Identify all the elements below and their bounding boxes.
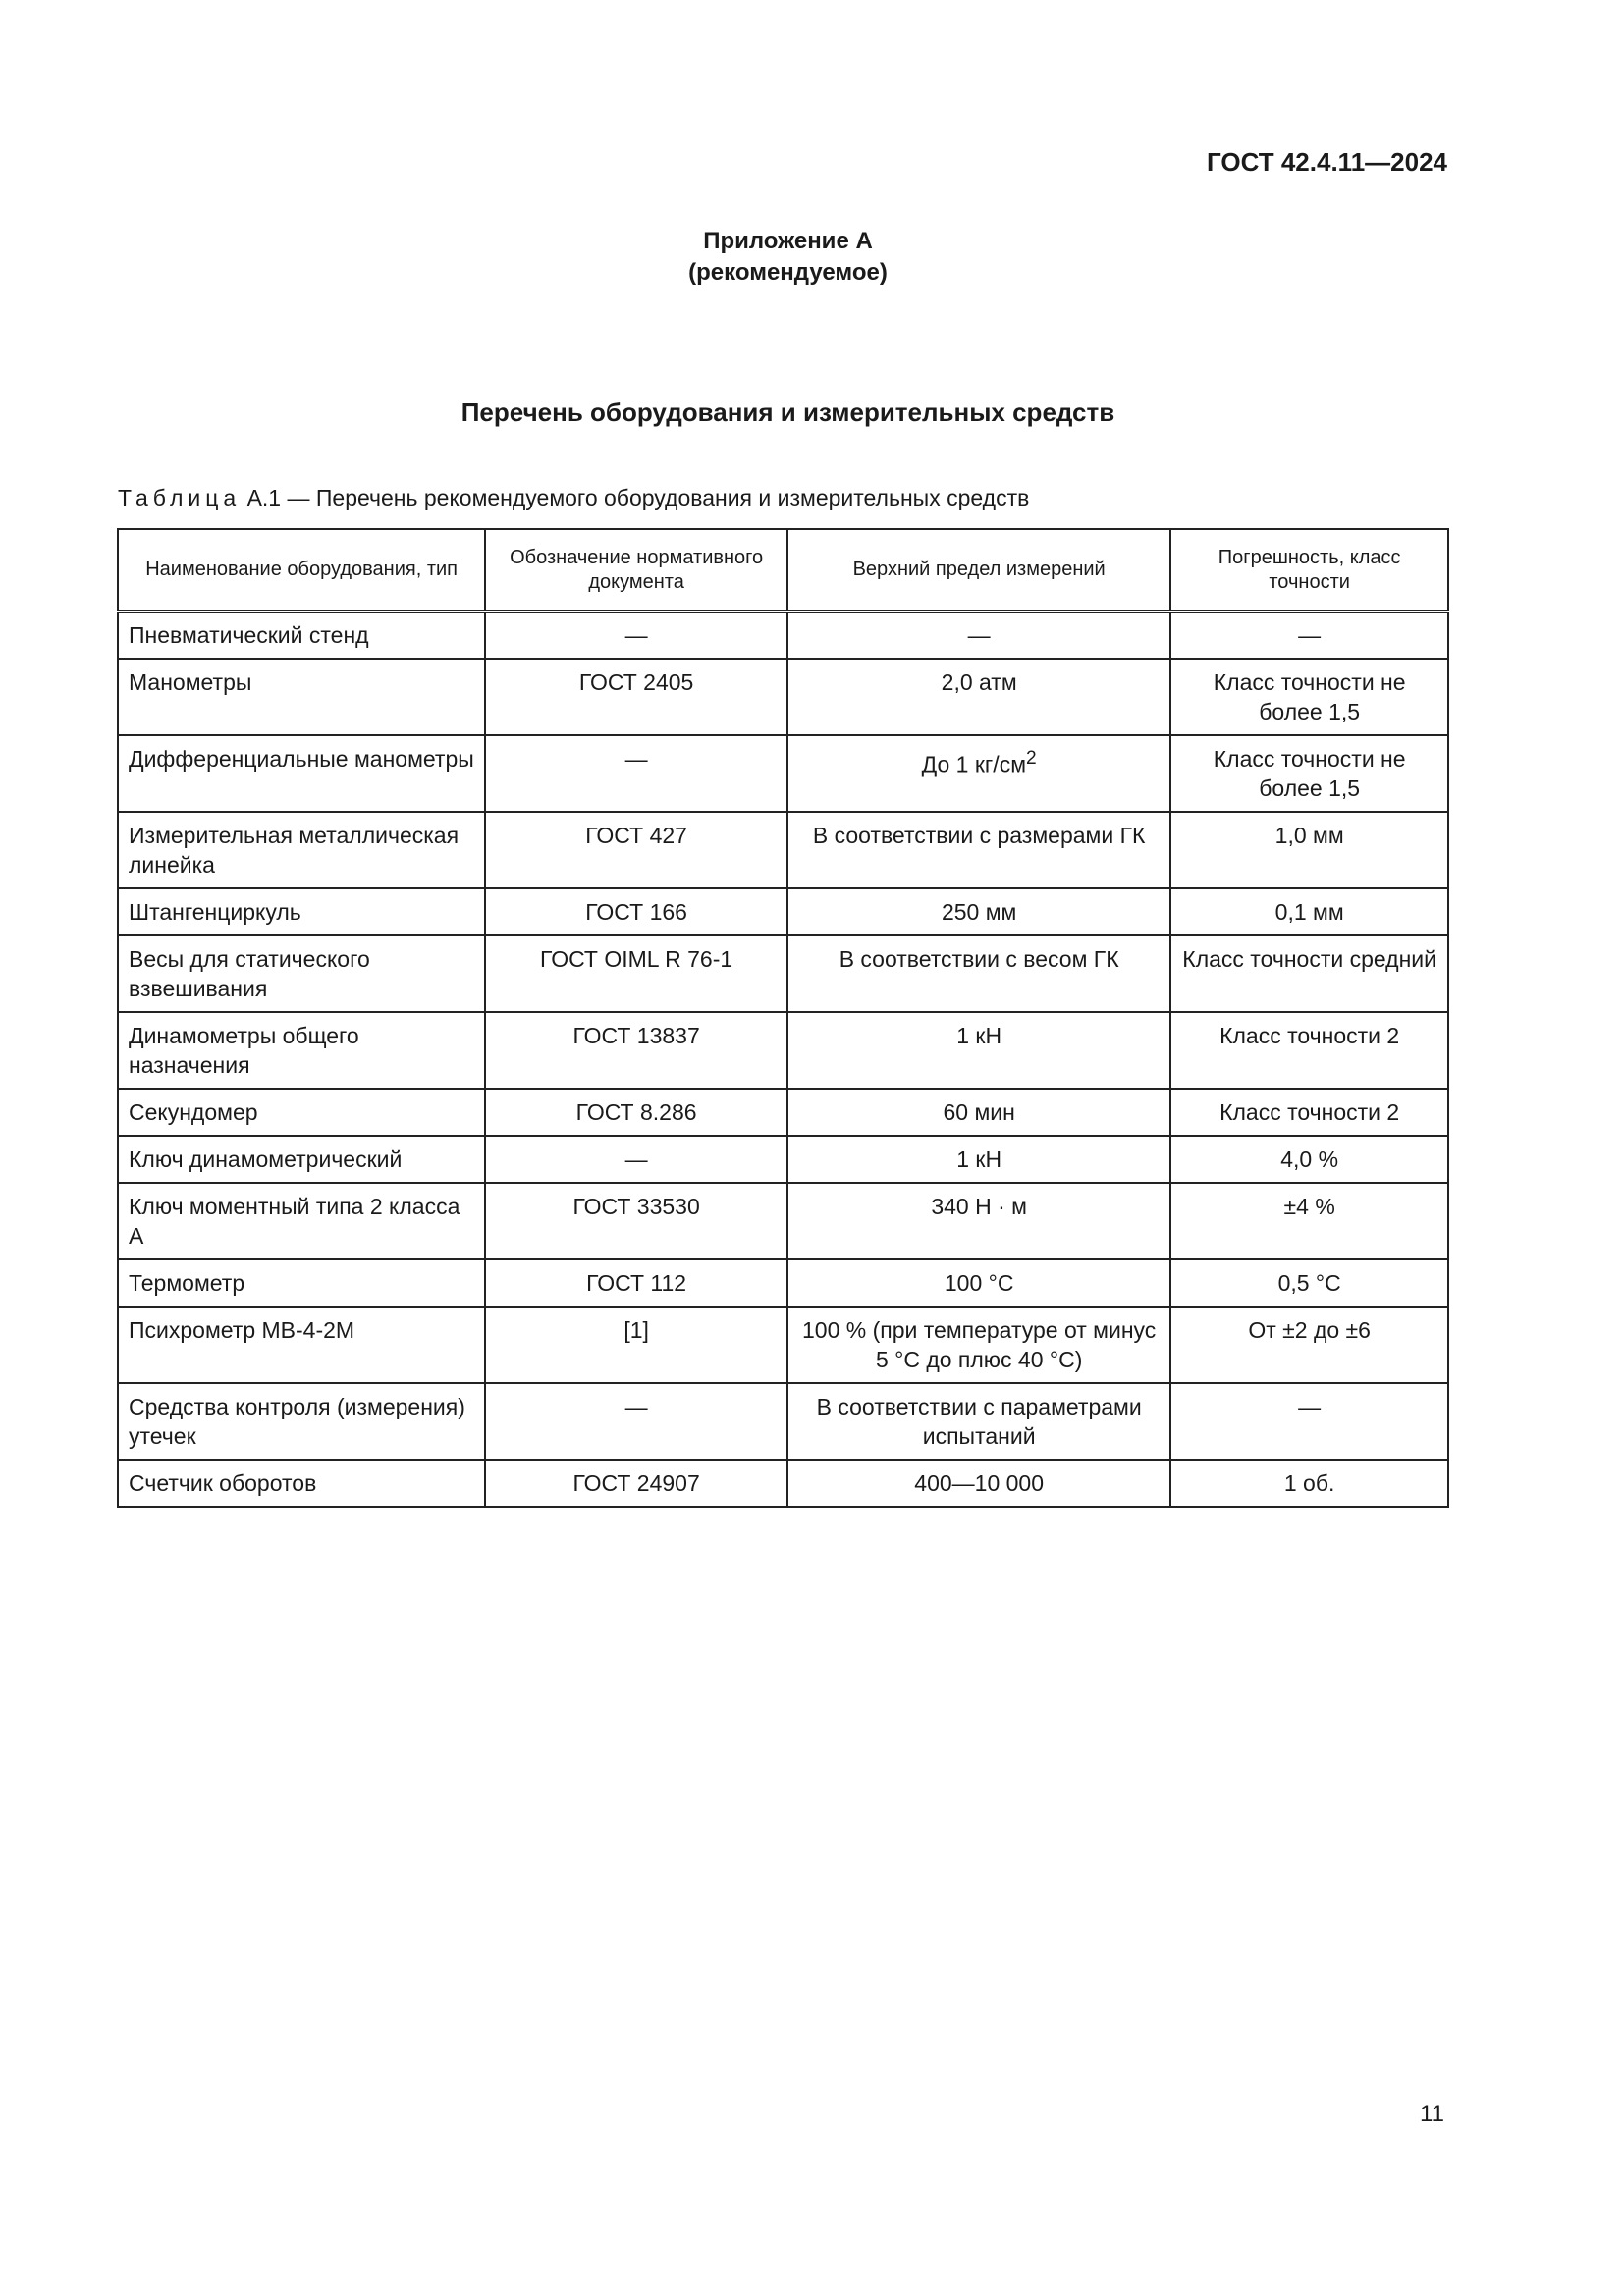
cell-document: ГОСТ 13837: [485, 1012, 787, 1089]
equipment-table: [117, 528, 1449, 1508]
cell-name: Измерительная металлическая линейка: [118, 812, 485, 888]
table-row: [118, 1259, 1448, 1307]
cell-document: —: [485, 612, 787, 660]
table-row: [118, 888, 1448, 935]
table-caption-text: А.1 — Перечень рекомендуемого оборудования и измерительных средств: [246, 485, 1030, 510]
cell-upper-limit: 1 кН: [787, 1012, 1170, 1089]
cell-upper-limit: 340 Н · м: [787, 1183, 1170, 1259]
cell-name: Штангенциркуль: [118, 888, 485, 935]
cell-accuracy: Класс точности не более 1,5: [1170, 659, 1448, 735]
cell-document: ГОСТ 2405: [485, 659, 787, 735]
table-header-row: [118, 529, 1448, 612]
cell-accuracy: —: [1170, 1383, 1448, 1460]
cell-accuracy: 1,0 мм: [1170, 812, 1448, 888]
table-row: [118, 1460, 1448, 1507]
table-row: [118, 1183, 1448, 1259]
appendix-heading: [0, 226, 1576, 289]
table-row: [118, 659, 1448, 735]
cell-name: Дифференциальные манометры: [118, 735, 485, 812]
cell-document: ГОСТ 112: [485, 1259, 787, 1307]
cell-name: Манометры: [118, 659, 485, 735]
cell-name: Счетчик оборотов: [118, 1460, 485, 1507]
cell-document: [1]: [485, 1307, 787, 1383]
cell-document: —: [485, 1383, 787, 1460]
cell-upper-limit: 100 % (при температуре от минус 5 °С до плюс 40 °С): [787, 1307, 1170, 1383]
column-header-upper-limit: Верхний предел измерений: [787, 529, 1170, 612]
table-row: [118, 812, 1448, 888]
cell-accuracy: От ±2 до ±6: [1170, 1307, 1448, 1383]
cell-accuracy: Класс точности 2: [1170, 1012, 1448, 1089]
cell-upper-limit: 400—10 000: [787, 1460, 1170, 1507]
cell-document: —: [485, 735, 787, 812]
table-row: [118, 1383, 1448, 1460]
cell-document: ГОСТ 8.286: [485, 1089, 787, 1136]
cell-accuracy: 0,1 мм: [1170, 888, 1448, 935]
cell-upper-limit: 1 кН: [787, 1136, 1170, 1183]
appendix-title: Приложение А: [703, 228, 873, 254]
section-title: Перечень оборудования и измерительных средств: [460, 398, 1115, 427]
cell-document: ГОСТ 24907: [485, 1460, 787, 1507]
table-row: [118, 1136, 1448, 1183]
cell-upper-limit: В соответствии с параметрами испытаний: [787, 1383, 1170, 1460]
cell-name: Динамометры общего назначения: [118, 1012, 485, 1089]
cell-accuracy: Класс точности не более 1,5: [1170, 735, 1448, 812]
cell-document: ГОСТ 166: [485, 888, 787, 935]
cell-name: Средства контроля (измерения) утечек: [118, 1383, 485, 1460]
table-caption-label: Таблица: [118, 485, 242, 510]
cell-accuracy: ±4 %: [1170, 1183, 1448, 1259]
cell-name: Пневматический стенд: [118, 612, 485, 660]
table-row: [118, 1307, 1448, 1383]
cell-accuracy: 4,0 %: [1170, 1136, 1448, 1183]
limit-text: До 1 кг/см: [921, 751, 1027, 777]
column-header-name: Наименование оборудования, тип: [118, 529, 485, 612]
cell-document: —: [485, 1136, 787, 1183]
cell-document: ГОСТ 427: [485, 812, 787, 888]
cell-accuracy: Класс точности средний: [1170, 935, 1448, 1012]
cell-upper-limit: —: [787, 612, 1170, 660]
cell-name: Ключ моментный типа 2 класса А: [118, 1183, 485, 1259]
table-row: [118, 735, 1448, 812]
table-row: [118, 612, 1448, 660]
limit-superscript: 2: [1026, 748, 1037, 769]
cell-upper-limit: 100 °С: [787, 1259, 1170, 1307]
cell-name: Ключ динамометрический: [118, 1136, 485, 1183]
cell-name: Секундомер: [118, 1089, 485, 1136]
cell-name: Термометр: [118, 1259, 485, 1307]
appendix-note: (рекомендуемое): [688, 259, 888, 286]
table-row: [118, 1012, 1448, 1089]
cell-upper-limit: В соответствии с весом ГК: [787, 935, 1170, 1012]
cell-upper-limit: В соответствии с размерами ГК: [787, 812, 1170, 888]
cell-accuracy: —: [1170, 612, 1448, 660]
table-row: [118, 1089, 1448, 1136]
table-row: [118, 935, 1448, 1012]
column-header-accuracy: Погрешность, класс точности: [1170, 529, 1448, 612]
cell-upper-limit: 250 мм: [787, 888, 1170, 935]
page-number: 11: [1420, 2101, 1444, 2127]
cell-upper-limit: [787, 735, 1170, 812]
cell-upper-limit: 2,0 атм: [787, 659, 1170, 735]
cell-accuracy: Класс точности 2: [1170, 1089, 1448, 1136]
cell-name: Психрометр МВ-4-2М: [118, 1307, 485, 1383]
column-header-document: Обозначение нормативного документа: [485, 529, 787, 612]
cell-upper-limit: 60 мин: [787, 1089, 1170, 1136]
cell-accuracy: 1 об.: [1170, 1460, 1448, 1507]
standard-number: ГОСТ 42.4.11—2024: [1206, 147, 1447, 177]
cell-document: ГОСТ 33530: [485, 1183, 787, 1259]
cell-name: Весы для статического взвешивания: [118, 935, 485, 1012]
table-caption: [118, 485, 1029, 511]
cell-accuracy: 0,5 °С: [1170, 1259, 1448, 1307]
cell-document: ГОСТ OIML R 76-1: [485, 935, 787, 1012]
